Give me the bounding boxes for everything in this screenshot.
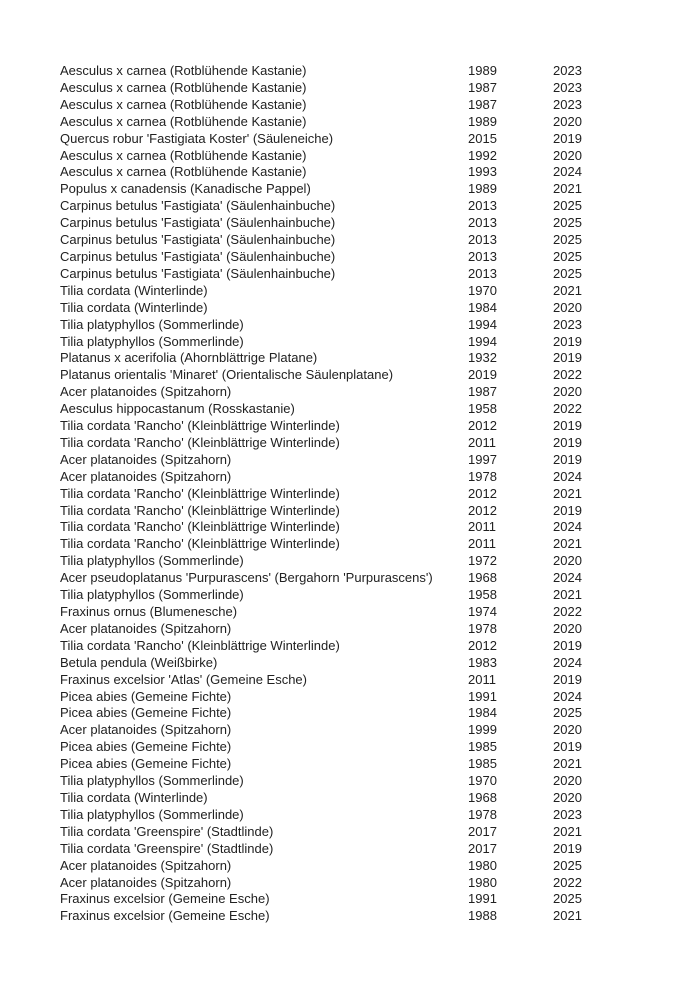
- species-name: Aesculus hippocastanum (Rosskastanie): [60, 401, 295, 417]
- year-col-2: 2025: [553, 857, 582, 873]
- table-row: [60, 672, 655, 689]
- species-name: Fraxinus excelsior (Gemeine Esche): [60, 891, 270, 907]
- year-col-2: 2020: [553, 722, 582, 738]
- table-row: [60, 80, 655, 97]
- table-row: [60, 486, 655, 503]
- year-col-2: 2020: [553, 553, 582, 569]
- table-row: [60, 418, 655, 435]
- year-col-2: 2021: [553, 282, 582, 298]
- table-row: [60, 841, 655, 858]
- year-col-1: 2019: [468, 367, 497, 383]
- year-col-1: 2012: [468, 485, 497, 501]
- species-name: Tilia platyphyllos (Sommerlinde): [60, 587, 244, 603]
- year-col-1: 1932: [468, 350, 497, 366]
- species-name: Tilia cordata 'Rancho' (Kleinblättrige Winterlinde): [60, 637, 340, 653]
- table-row: [60, 283, 655, 300]
- year-col-2: 2019: [553, 333, 582, 349]
- year-col-2: 2021: [553, 823, 582, 839]
- species-name: Acer platanoides (Spitzahorn): [60, 874, 232, 890]
- species-name: Tilia cordata 'Rancho' (Kleinblättrige Winterlinde): [60, 418, 340, 434]
- species-name: Acer platanoides (Spitzahorn): [60, 468, 232, 484]
- year-col-2: 2020: [553, 773, 582, 789]
- year-col-1: 1991: [468, 891, 497, 907]
- year-col-2: 2019: [553, 671, 582, 687]
- table-row: [60, 367, 655, 384]
- species-name: Acer platanoides (Spitzahorn): [60, 722, 232, 738]
- year-col-1: 1989: [468, 113, 497, 129]
- year-col-2: 2021: [553, 908, 582, 924]
- year-col-2: 2025: [553, 198, 582, 214]
- species-name: Fraxinus excelsior (Gemeine Esche): [60, 908, 270, 924]
- species-name: Picea abies (Gemeine Fichte): [60, 688, 232, 704]
- year-col-1: 1978: [468, 806, 497, 822]
- year-col-2: 2023: [553, 79, 582, 95]
- table-row: [60, 756, 655, 773]
- table-row: [60, 536, 655, 553]
- year-col-1: 2013: [468, 265, 497, 281]
- table-row: [60, 621, 655, 638]
- species-name: Tilia cordata 'Rancho' (Kleinblättrige Winterlinde): [60, 519, 340, 535]
- year-col-1: 1992: [468, 147, 497, 163]
- year-col-1: 1985: [468, 739, 497, 755]
- year-col-1: 2011: [468, 536, 496, 552]
- table-row: [60, 350, 655, 367]
- year-col-2: 2021: [553, 485, 582, 501]
- table-row: [60, 739, 655, 756]
- year-col-2: 2019: [553, 451, 582, 467]
- year-col-2: 2021: [553, 536, 582, 552]
- table-row: [60, 604, 655, 621]
- year-col-2: 2024: [553, 519, 582, 535]
- species-name: Tilia cordata 'Rancho' (Kleinblättrige Winterlinde): [60, 485, 340, 501]
- year-col-2: 2019: [553, 502, 582, 518]
- year-col-1: 1958: [468, 401, 497, 417]
- year-col-1: 1983: [468, 654, 497, 670]
- year-col-2: 2024: [553, 164, 582, 180]
- table-row: [60, 384, 655, 401]
- species-name: Aesculus x carnea (Rotblühende Kastanie): [60, 147, 307, 163]
- table-row: [60, 266, 655, 283]
- species-name: Fraxinus ornus (Blumenesche): [60, 604, 238, 619]
- table-row: [60, 198, 655, 215]
- year-col-2: 2019: [553, 418, 582, 434]
- table-row: [60, 148, 655, 165]
- species-name: Tilia platyphyllos (Sommerlinde): [60, 553, 244, 569]
- year-col-1: 2013: [468, 248, 497, 264]
- table-row: [60, 114, 655, 131]
- species-name: Carpinus betulus 'Fastigiata' (Säulenhainbuche): [60, 215, 336, 231]
- year-col-1: 1978: [468, 620, 497, 636]
- year-col-2: 2019: [553, 739, 582, 755]
- species-name: Tilia cordata (Winterlinde): [60, 282, 208, 298]
- year-col-1: 1980: [468, 874, 497, 890]
- species-name: Carpinus betulus 'Fastigiata' (Säulenhainbuche): [60, 198, 336, 214]
- year-col-2: 2024: [553, 654, 582, 670]
- year-col-2: 2021: [553, 181, 582, 197]
- species-name: Aesculus x carnea (Rotblühende Kastanie): [60, 79, 307, 95]
- species-name: Betula pendula (Weißbirke): [60, 654, 218, 670]
- year-col-2: 2024: [553, 688, 582, 704]
- table-row: [60, 570, 655, 587]
- year-col-2: 2025: [553, 891, 582, 907]
- year-col-2: 2021: [553, 756, 582, 772]
- table-row: [60, 689, 655, 706]
- year-col-1: 1994: [468, 333, 497, 349]
- year-col-2: 2021: [553, 587, 582, 603]
- species-name: Quercus robur 'Fastigiata Koster' (Säuleneiche): [60, 130, 334, 146]
- year-col-2: 2023: [553, 806, 582, 822]
- year-col-2: 2025: [553, 248, 582, 264]
- table-row: [60, 131, 655, 148]
- year-col-2: 2023: [553, 316, 582, 332]
- species-name: Aesculus x carnea (Rotblühende Kastanie): [60, 164, 307, 180]
- year-col-2: 2019: [553, 130, 582, 146]
- year-col-1: 1989: [468, 181, 497, 197]
- year-col-1: 1985: [468, 756, 497, 772]
- year-col-1: 1972: [468, 553, 497, 569]
- year-col-2: 2022: [553, 401, 582, 417]
- table-row: [60, 401, 655, 418]
- year-col-2: 2020: [553, 113, 582, 129]
- year-col-1: 2012: [468, 418, 497, 434]
- species-name: Acer platanoides (Spitzahorn): [60, 857, 232, 873]
- table-row: [60, 858, 655, 875]
- year-col-2: 2020: [553, 789, 582, 805]
- table-row: [60, 908, 655, 925]
- year-col-1: 2011: [468, 671, 496, 687]
- species-name: Carpinus betulus 'Fastigiata' (Säulenhainbuche): [60, 232, 336, 248]
- year-col-2: 2024: [553, 468, 582, 484]
- year-col-2: 2019: [553, 350, 582, 366]
- year-col-2: 2022: [553, 604, 582, 619]
- species-name: Acer platanoides (Spitzahorn): [60, 384, 232, 400]
- year-col-2: 2022: [553, 367, 582, 383]
- species-name: Tilia platyphyllos (Sommerlinde): [60, 806, 244, 822]
- table-row: [60, 249, 655, 266]
- table-row: [60, 317, 655, 334]
- species-name: Aesculus x carnea (Rotblühende Kastanie): [60, 63, 307, 78]
- table-row: [60, 503, 655, 520]
- year-col-1: 1997: [468, 451, 497, 467]
- species-name: Picea abies (Gemeine Fichte): [60, 705, 232, 721]
- year-col-1: 1958: [468, 587, 497, 603]
- year-col-2: 2020: [553, 299, 582, 315]
- year-col-1: 1980: [468, 857, 497, 873]
- table-row: [60, 97, 655, 114]
- year-col-1: 1978: [468, 468, 497, 484]
- year-col-1: 2011: [468, 519, 496, 535]
- year-col-2: 2023: [553, 63, 582, 78]
- species-name: Acer platanoides (Spitzahorn): [60, 620, 232, 636]
- species-name: Fraxinus excelsior 'Atlas' (Gemeine Esche): [60, 671, 307, 687]
- table-row: [60, 790, 655, 807]
- species-name: Carpinus betulus 'Fastigiata' (Säulenhainbuche): [60, 265, 336, 281]
- table-row: [60, 638, 655, 655]
- table-row: [60, 164, 655, 181]
- year-col-1: 2017: [468, 823, 497, 839]
- year-col-1: 1968: [468, 570, 497, 586]
- year-col-2: 2020: [553, 620, 582, 636]
- table-row: [60, 469, 655, 486]
- table-row: [60, 773, 655, 790]
- tree-table: [60, 63, 655, 925]
- table-row: [60, 824, 655, 841]
- table-row: [60, 553, 655, 570]
- year-col-1: 1970: [468, 282, 497, 298]
- species-name: Aesculus x carnea (Rotblühende Kastanie): [60, 113, 307, 129]
- year-col-1: 1987: [468, 79, 497, 95]
- year-col-1: 1984: [468, 299, 497, 315]
- species-name: Picea abies (Gemeine Fichte): [60, 756, 232, 772]
- species-name: Platanus x acerifolia (Ahornblättrige Platane): [60, 350, 318, 366]
- year-col-2: 2025: [553, 232, 582, 248]
- table-row: [60, 587, 655, 604]
- species-name: Tilia cordata 'Rancho' (Kleinblättrige Winterlinde): [60, 434, 340, 450]
- species-name: Acer pseudoplatanus 'Purpurascens' (Bergahorn 'Purpurascens'): [60, 570, 433, 586]
- year-col-2: 2022: [553, 874, 582, 890]
- year-col-2: 2025: [553, 215, 582, 231]
- species-name: Tilia cordata 'Greenspire' (Stadtlinde): [60, 823, 274, 839]
- table-row: [60, 875, 655, 892]
- year-col-2: 2024: [553, 570, 582, 586]
- species-name: Tilia platyphyllos (Sommerlinde): [60, 316, 244, 332]
- table-row: [60, 891, 655, 908]
- species-name: Tilia platyphyllos (Sommerlinde): [60, 773, 244, 789]
- year-col-1: 1984: [468, 705, 497, 721]
- year-col-1: 2013: [468, 215, 497, 231]
- species-name: Tilia cordata (Winterlinde): [60, 789, 208, 805]
- year-col-2: 2020: [553, 147, 582, 163]
- year-col-1: 1988: [468, 908, 497, 924]
- year-col-2: 2023: [553, 96, 582, 112]
- year-col-2: 2020: [553, 384, 582, 400]
- table-row: [60, 232, 655, 249]
- species-name: Acer platanoides (Spitzahorn): [60, 451, 232, 467]
- table-row: [60, 452, 655, 469]
- species-name: Aesculus x carnea (Rotblühende Kastanie): [60, 96, 307, 112]
- year-col-1: 1994: [468, 316, 497, 332]
- year-col-1: 1970: [468, 773, 497, 789]
- year-col-1: 1987: [468, 96, 497, 112]
- species-name: Tilia platyphyllos (Sommerlinde): [60, 333, 244, 349]
- species-name: Tilia cordata (Winterlinde): [60, 299, 208, 315]
- year-col-1: 2013: [468, 232, 497, 248]
- species-name: Tilia cordata 'Greenspire' (Stadtlinde): [60, 840, 274, 856]
- species-name: Populus x canadensis (Kanadische Pappel): [60, 181, 311, 197]
- species-name: Carpinus betulus 'Fastigiata' (Säulenhainbuche): [60, 248, 336, 264]
- year-col-2: 2019: [553, 637, 582, 653]
- year-col-1: 1989: [468, 63, 497, 78]
- species-name: Tilia cordata 'Rancho' (Kleinblättrige Winterlinde): [60, 502, 340, 518]
- species-name: Platanus orientalis 'Minaret' (Orientalische Säulenplatane): [60, 367, 394, 383]
- year-col-1: 2013: [468, 198, 497, 214]
- species-name: Tilia cordata 'Rancho' (Kleinblättrige Winterlinde): [60, 536, 340, 552]
- table-row: [60, 215, 655, 232]
- year-col-1: 1968: [468, 789, 497, 805]
- species-name: Picea abies (Gemeine Fichte): [60, 739, 232, 755]
- year-col-1: 1991: [468, 688, 497, 704]
- table-row: [60, 705, 655, 722]
- year-col-1: 2011: [468, 434, 496, 450]
- table-row: [60, 63, 655, 80]
- year-col-1: 1974: [468, 604, 497, 619]
- year-col-1: 2017: [468, 840, 497, 856]
- year-col-2: 2025: [553, 705, 582, 721]
- year-col-1: 2015: [468, 130, 497, 146]
- year-col-2: 2019: [553, 434, 582, 450]
- year-col-1: 1987: [468, 384, 497, 400]
- year-col-1: 1993: [468, 164, 497, 180]
- year-col-2: 2025: [553, 265, 582, 281]
- year-col-1: 2012: [468, 502, 497, 518]
- table-row: [60, 519, 655, 536]
- year-col-2: 2019: [553, 840, 582, 856]
- table-row: [60, 435, 655, 452]
- year-col-1: 2012: [468, 637, 497, 653]
- table-row: [60, 181, 655, 198]
- year-col-1: 1999: [468, 722, 497, 738]
- table-row: [60, 300, 655, 317]
- table-row: [60, 334, 655, 351]
- table-row: [60, 655, 655, 672]
- table-row: [60, 722, 655, 739]
- table-row: [60, 807, 655, 824]
